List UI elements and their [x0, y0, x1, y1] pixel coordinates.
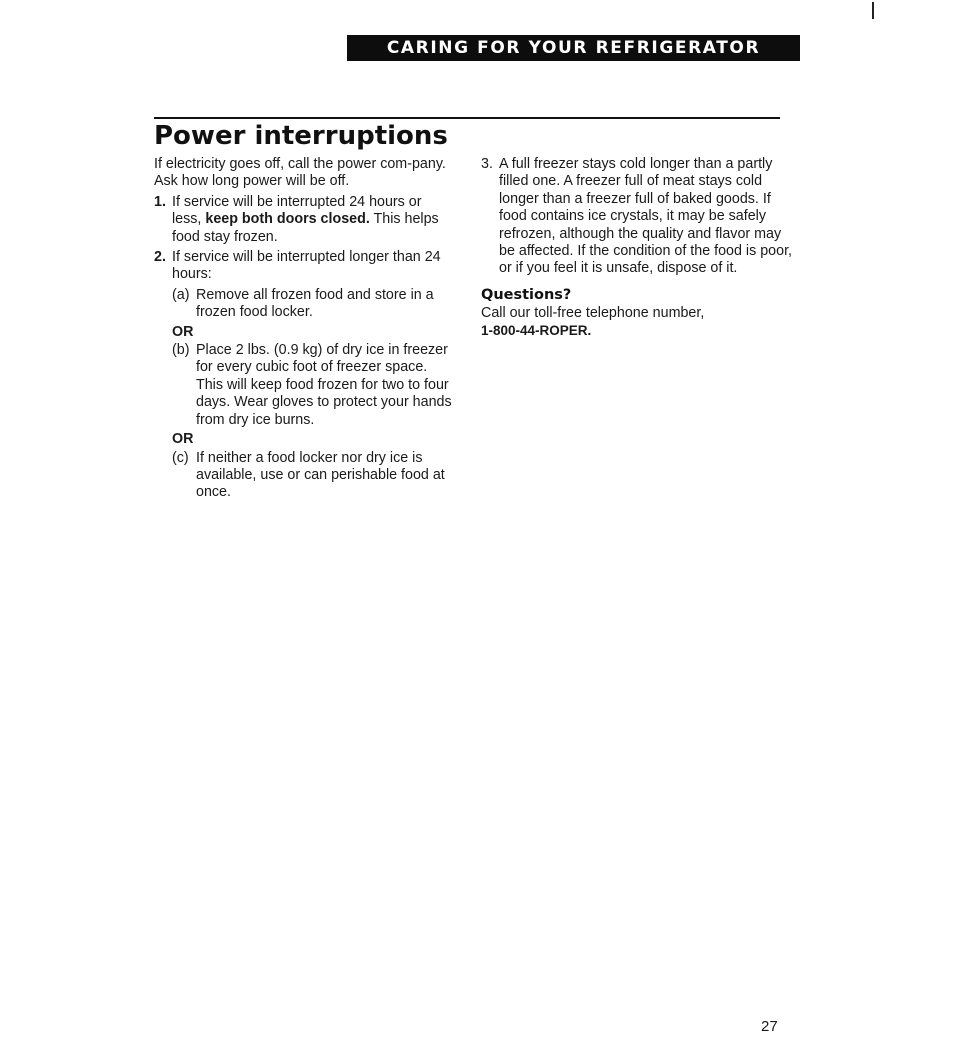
right-column: [481, 156, 796, 340]
section-banner: CARING FOR YOUR REFRIGERATOR: [347, 35, 800, 61]
phone-number: 1-800-44-ROPER.: [481, 323, 592, 339]
intro-paragraph: If electricity goes off, call the power com-pany. Ask how long power will be off.: [154, 156, 446, 190]
or-label: OR: [172, 323, 194, 340]
edge-mark: [872, 2, 874, 19]
item-text-before: If service will be interrupted 24 hours or less,: [172, 193, 422, 228]
sub-item-label: (b): [172, 342, 190, 359]
sub-item-text: Remove all frozen food and store in a frozen food locker.: [196, 286, 434, 321]
sub-item-label: (c): [172, 449, 189, 466]
page-number: 27: [761, 1018, 778, 1035]
sub-item-c: [154, 450, 454, 502]
item-text-after: This helps food stay frozen.: [172, 211, 439, 245]
item-text-bold: keep both doors closed.: [205, 211, 370, 228]
sub-item-b: [154, 342, 454, 429]
list-item-2: [154, 249, 454, 284]
list-item-text: A full freezer stays cold longer than a partly filled one. A freezer full of meat stays cold longer than a freezer full of baked goods. If food contains ice crystals, it may be safely refrozen, although the quality and flavor may be affected. If the condition of the food is poor, or if you feel it is unsafe, dispose of it.: [499, 156, 793, 277]
list-number: 2.: [154, 249, 166, 266]
list-item-1: [154, 194, 454, 246]
list-item-3: [481, 156, 796, 278]
list-number: 3.: [481, 156, 493, 172]
sub-item-text: Place 2 lbs. (0.9 kg) of dry ice in freezer for every cubic foot of freezer space. This will keep food frozen for two to four days. Wear gloves to protect your hands from dry ice burns.: [196, 342, 452, 428]
sub-item-text: If neither a food locker nor dry ice is available, use or can perishable food at once.: [196, 449, 445, 501]
or-label: OR: [172, 431, 194, 448]
list-item-text: [172, 194, 454, 246]
list-item-text: If service will be interrupted longer than 24 hours:: [172, 249, 441, 283]
questions-heading: Questions?: [481, 286, 572, 303]
questions-text: Call our toll-free telephone number,: [481, 304, 705, 321]
page-title: Power interruptions: [154, 121, 448, 151]
left-column: [154, 156, 454, 502]
sub-item-a: [154, 287, 454, 322]
title-rule: [154, 117, 780, 119]
list-number: 1.: [154, 193, 166, 210]
sub-item-label: (a): [172, 286, 190, 303]
